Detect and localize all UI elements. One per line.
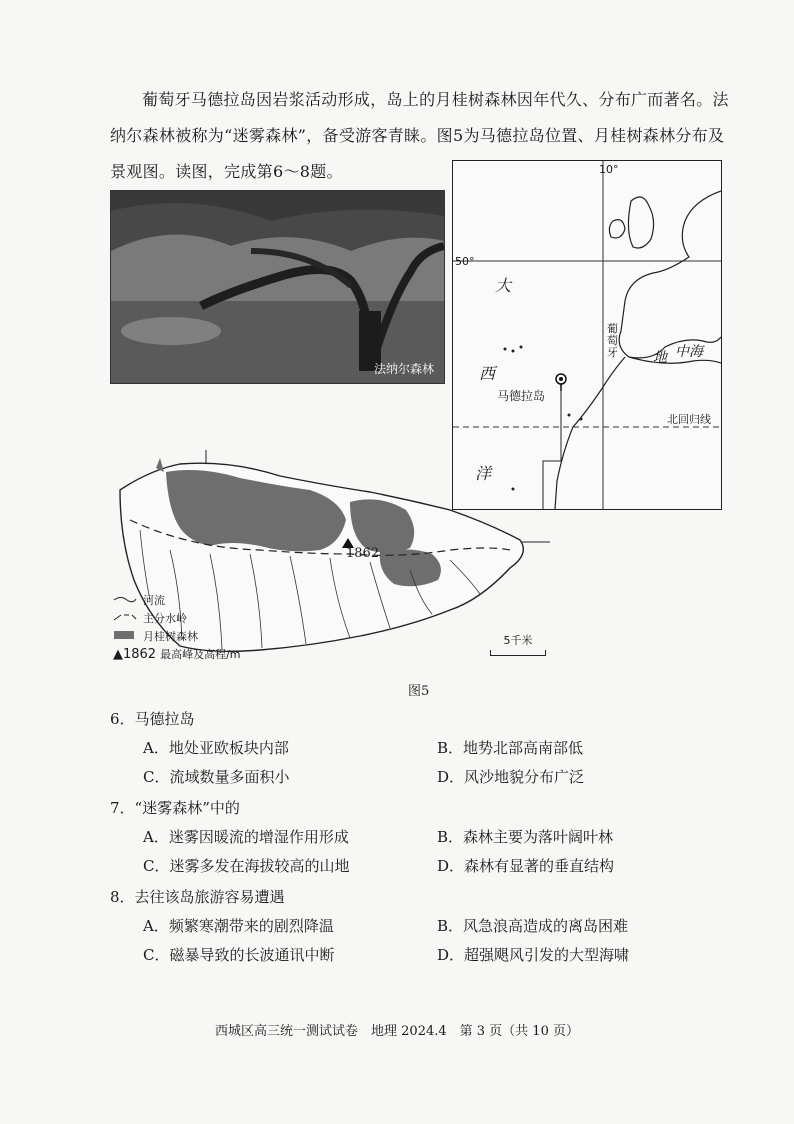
scale-label: 5千米: [503, 634, 533, 647]
question-8-option-d: D．超强飓风引发的大型海啸: [437, 946, 630, 964]
question-8-option-a: A．频繁寒潮带来的剧烈降温: [143, 917, 334, 935]
page-footer: 西城区高三统一测试试卷 地理 2024.4 第 3 页（共 10 页）: [215, 1024, 579, 1039]
scale-line: [490, 650, 546, 656]
country-label: 葡萄牙: [607, 322, 618, 359]
question-7-stem: 7．“迷雾森林”中的: [110, 799, 240, 817]
legend-ridge-label: 主分水岭: [143, 612, 187, 625]
latitude-label: 50°: [455, 255, 475, 268]
sea-label-2: 中海: [675, 344, 703, 360]
scale-bar: [490, 632, 546, 656]
question-8-option-c: C．磁暴导致的长波通讯中断: [143, 946, 335, 964]
legend-river-label: 河流: [143, 594, 165, 607]
legend-peak-label: 最高峰及高程/m: [160, 648, 241, 661]
question-6-option-b: B．地势北部高南部低: [437, 739, 584, 757]
peak-label: 1862: [346, 546, 380, 561]
question-6-option-a: A．地处亚欧板块内部: [143, 739, 289, 757]
ocean-label-3: 洋: [475, 464, 492, 483]
figure-caption: 图5: [408, 684, 430, 699]
question-6-option-c: C．流域数量多面积小: [143, 768, 290, 786]
ridge-symbol-icon: [113, 610, 137, 628]
legend-river: [113, 592, 241, 610]
question-6-stem: 6．马德拉岛: [110, 710, 195, 728]
river-symbol-icon: [113, 592, 137, 610]
photo-caption: 法纳尔森林: [373, 362, 434, 376]
ocean-label-2: 西: [479, 364, 496, 383]
question-8-option-b: B．风急浪高造成的离岛困难: [437, 917, 629, 935]
legend-ridge: [113, 610, 241, 628]
ocean-label-1: 大: [495, 276, 512, 295]
question-7-option-b: B．森林主要为落叶阔叶林: [437, 828, 614, 846]
question-6-option-d: D．风沙地貌分布广泛: [437, 768, 585, 786]
question-8-stem: 8．去往该岛旅游容易遭遇: [110, 888, 285, 906]
legend-forest: [113, 628, 241, 646]
forest-symbol-icon: [113, 628, 137, 646]
intro-text: 葡萄牙马德拉岛因岩浆活动形成，岛上的月桂树森林因年代久、分布广而著名。法纳尔森林被称为“迷雾森林”，备受游客青睐。图5为马德拉岛位置、月桂树森林分布及景观图。读图，完成第6～8题。: [110, 90, 729, 181]
tree-illustration: [111, 191, 444, 383]
question-7-option-d: D．森林有显著的垂直结构: [437, 857, 615, 875]
legend-forest-label: 月桂树森林: [143, 630, 198, 643]
map-legend: [113, 592, 241, 664]
sea-label-1: 地: [653, 350, 667, 366]
longitude-label: 10°: [599, 163, 619, 176]
tropic-label: 北回归线: [667, 413, 711, 426]
forest-photo: [110, 190, 445, 384]
legend-peak: [113, 646, 241, 664]
question-7-option-a: A．迷雾因暖流的增湿作用形成: [143, 828, 349, 846]
legend-peak-mark: ▲1862: [113, 647, 157, 662]
island-label: 马德拉岛: [497, 389, 546, 403]
question-7-option-c: C．迷雾多发在海拔较高的山地: [143, 857, 350, 875]
